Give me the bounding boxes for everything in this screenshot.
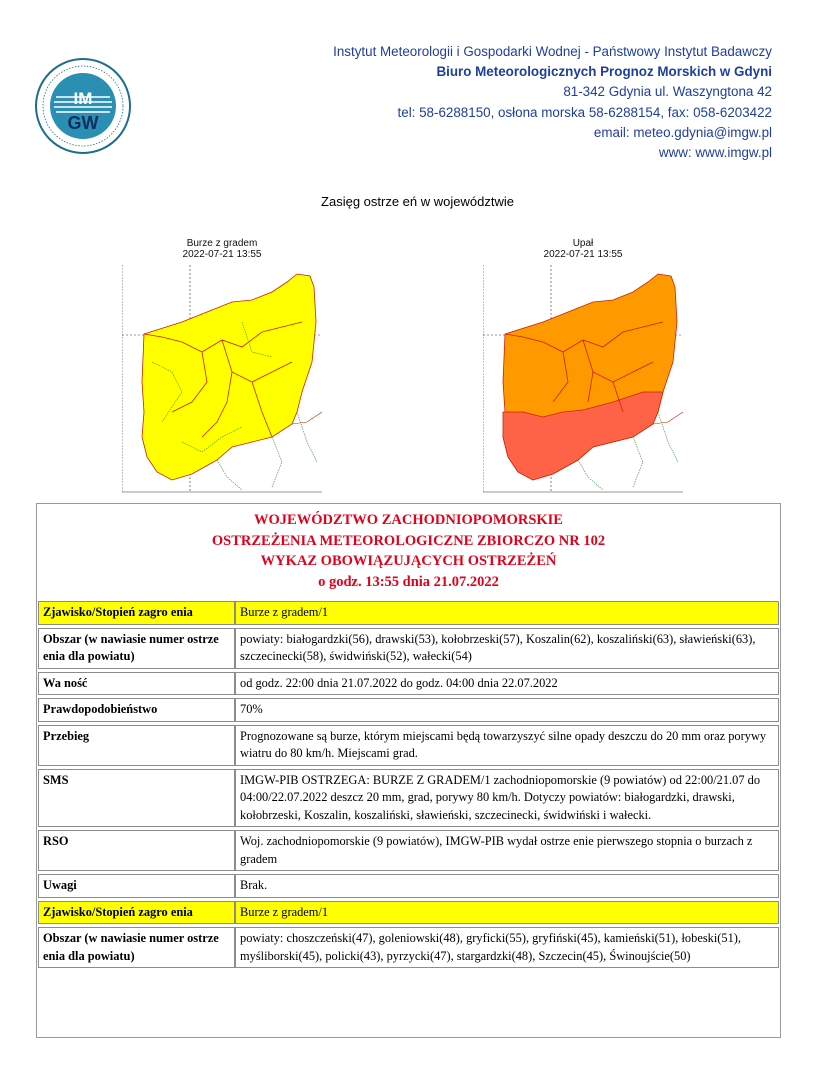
row-value: Burze z gradem/1 — [235, 901, 779, 925]
row-value: Woj. zachodniopomorskie (9 powiatów), IMGW-PIB wydał ostrze enie pierwszego stopnia o burzach z gradem — [235, 830, 779, 871]
row-label: SMS — [38, 769, 235, 828]
table-row — [38, 725, 779, 766]
table-row — [38, 672, 779, 696]
row-label: Obszar (w nawiasie numer ostrze enia dla powiatu) — [38, 628, 235, 669]
warnings-table — [38, 598, 779, 971]
row-value: Burze z gradem/1 — [235, 601, 779, 625]
svg-text:IM: IM — [73, 89, 93, 108]
row-label: Prawdopodobieństwo — [38, 698, 235, 722]
table-row — [38, 874, 779, 898]
row-label: Uwagi — [38, 874, 235, 898]
row-value: Prognozowane są burze, którym miejscami będą towarzyszyć silne opady deszczu do 20 mm oraz porywy wiatru do 80 km/h. Miejscami grad. — [235, 725, 779, 766]
row-value: od godz. 22:00 dnia 21.07.2022 do godz. 04:00 dnia 22.07.2022 — [235, 672, 779, 696]
row-value: 70% — [235, 698, 779, 722]
row-label: Zjawisko/Stopień zagro enia — [38, 601, 235, 625]
warnings-table-box — [36, 503, 781, 1038]
row-value: Brak. — [235, 874, 779, 898]
table-row — [38, 830, 779, 871]
row-label: Przebieg — [38, 725, 235, 766]
maps-caption: Zasięg ostrze eń w województwie — [321, 194, 514, 209]
table-row — [38, 901, 779, 925]
warning-title-block — [37, 504, 780, 598]
row-label: RSO — [38, 830, 235, 871]
office-name: Biuro Meteorologicznych Prognoz Morskich w Gdyni — [436, 64, 772, 80]
institute-name: Instytut Meteorologii i Gospodarki Wodnej - Państwowy Instytut Badawczy — [333, 44, 772, 59]
svg-text:GW: GW — [67, 113, 99, 133]
email: email: meteo.gdynia@imgw.pl — [593, 124, 772, 140]
warnings-list-title: WYKAZ OBOWIĄZUJĄCYCH OSTRZEŻEŃ — [260, 553, 557, 569]
voivodeship-title: WOJEWÓDZTWO ZACHODNIOPOMORSKIE — [254, 512, 563, 528]
warnings-number: OSTRZEŻENIA METEOROLOGICZNE ZBIORCZO NR 102 — [211, 532, 606, 549]
table-row — [38, 601, 779, 625]
phone-numbers: tel: 58-6288150, osłona morska 58-6288154, fax: 058-6203422 — [397, 104, 772, 120]
map-upal — [483, 238, 683, 500]
institute-header — [333, 42, 772, 163]
row-value: IMGW-PIB OSTRZEGA: BURZE Z GRADEM/1 zachodniopomorskie (9 powiatów) od 22:00/21.07 do 04:00/22.07.2022 deszcz 20 mm, grad, porywy 80 km/h. Dotyczy powiatów: białogardzki, drawski, kołobrzeski, Koszalin, koszaliński, sławieński, szczecinecki, świdwiński i wałecki. — [235, 769, 779, 828]
map-upal-title: Upał 2022-07-21 13:55 — [543, 238, 623, 260]
map-burze — [122, 238, 322, 500]
website: www: www.imgw.pl — [658, 145, 772, 161]
map-burze-title: Burze z gradem 2022-07-21 13:55 — [182, 238, 262, 260]
table-row — [38, 927, 779, 968]
row-label: Zjawisko/Stopień zagro enia — [38, 901, 235, 925]
table-row — [38, 698, 779, 722]
imgw-logo — [34, 57, 132, 155]
address: 81-342 Gdynia ul. Waszyngtona 42 — [563, 84, 772, 100]
table-row — [38, 628, 779, 669]
row-value: powiaty: choszczeński(47), goleniowski(48), gryficki(55), gryfiński(45), kamieński(51), łobeski(51), myśliborski(45), policki(43), pyrzycki(47), stargardzki(48), Szczecin(45), Świnoujście(50) — [235, 927, 779, 968]
row-value: powiaty: białogardzki(56), drawski(53), kołobrzeski(57), Koszalin(62), koszaliński(63), sławieński(63), szczecinecki(58), świdwiński(52), wałecki(54) — [235, 628, 779, 669]
row-label: Obszar (w nawiasie numer ostrze enia dla powiatu) — [38, 927, 235, 968]
table-row — [38, 769, 779, 828]
warnings-time: o godz. 13:55 dnia 21.07.2022 — [318, 573, 499, 590]
row-label: Wa ność — [38, 672, 235, 696]
